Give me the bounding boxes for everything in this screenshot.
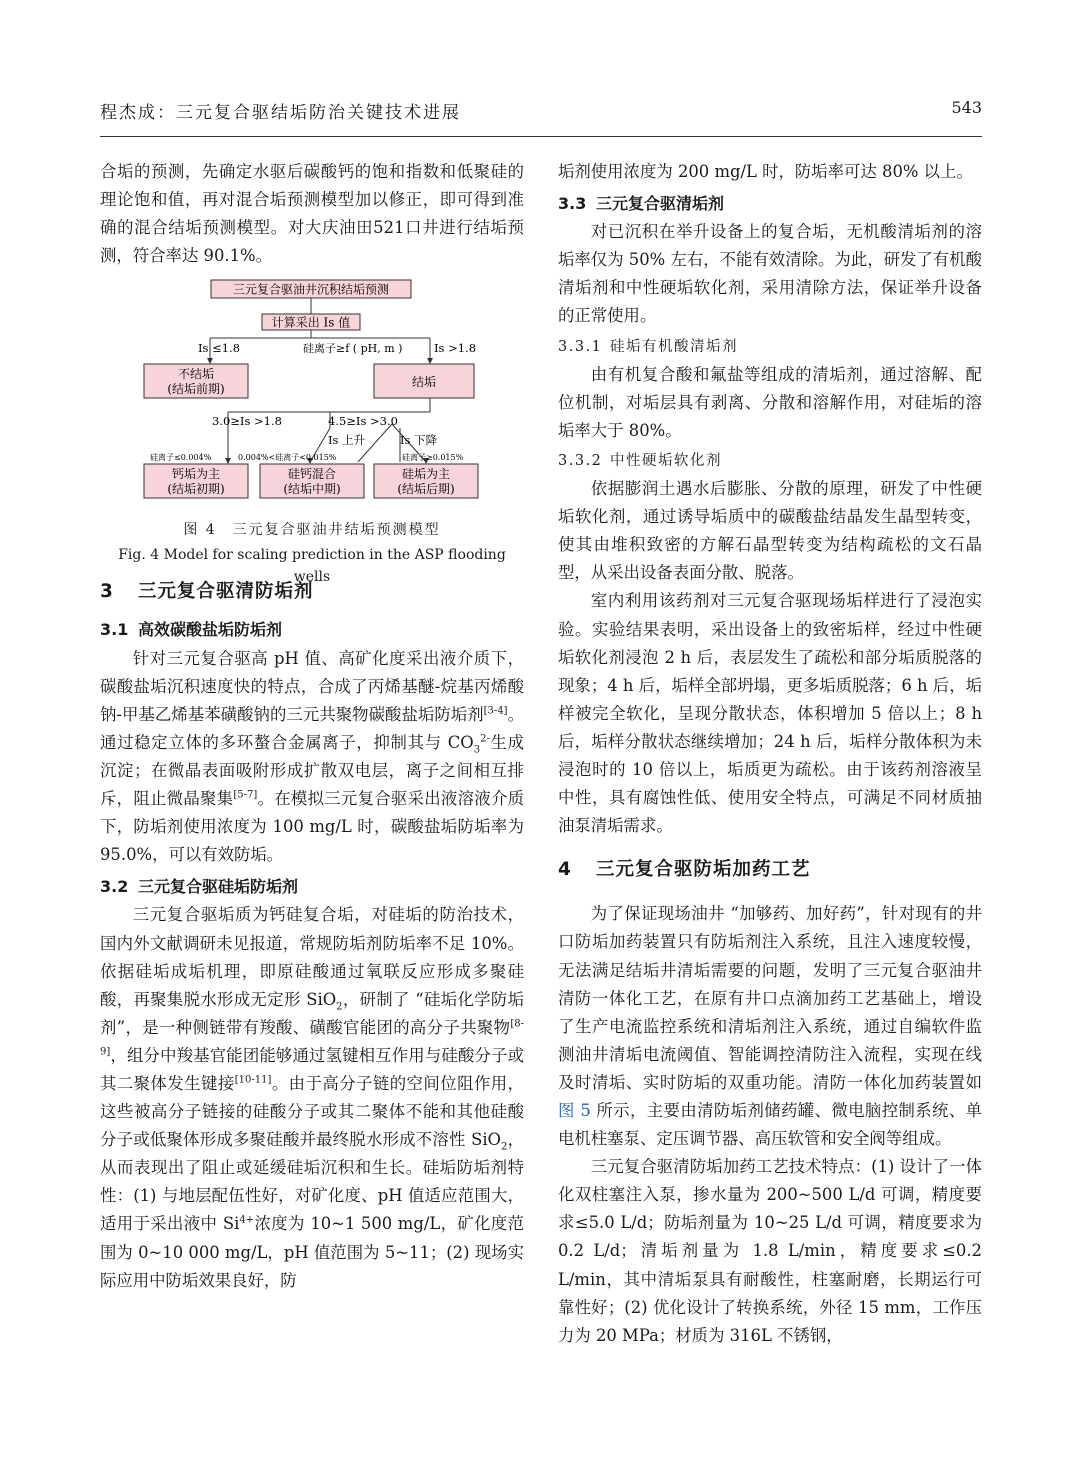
subsection-title: 硅垢有机酸清垢剂: [610, 338, 738, 355]
figure-5-link[interactable]: 图 5: [558, 1101, 591, 1120]
section-title: 三元复合驱清防垢剂: [138, 581, 314, 603]
section-number: 4: [558, 859, 572, 881]
subsection-number: 3.2: [100, 877, 129, 897]
subsection-3-3-1-heading: [558, 333, 982, 361]
mixed-label-1: 硅钙混合: [287, 467, 337, 482]
text-run: ，研制了 “硅垢化学防垢剂”，是一种侧链带有羧酸、磺酸官能团的高分子共聚物: [100, 989, 525, 1037]
right-column: [558, 158, 982, 1350]
subsection-number: 3.3.1: [558, 338, 603, 355]
silicon-label-1: 硅垢为主: [401, 467, 451, 482]
subscript: 2: [336, 1000, 343, 1012]
paragraph-intro: 合垢的预测，先确定水驱后碳酸钙的饱和指数和低聚硅的理论饱和值，再对混合垢预测模型加以修正，即可得到准确的混合结垢预测模型。对大庆油田521口井进行结垢预测，符合率达 90.1%。: [100, 162, 524, 266]
branch-left-label: Is ≤1.8: [198, 341, 241, 356]
page-number: 543: [951, 98, 982, 117]
silicon-label-2: (结垢后期): [397, 482, 455, 497]
calcium-label-1: 钙垢为主: [171, 467, 221, 482]
text-run: 针对三元复合驱高 pH 值、高矿化度采出液介质下，碳酸盐垢沉积速度快的特点，合成了丙烯基醚-烷基丙烯酸钠-甲基乙烯基苯磺酸钠的三元共聚物碳酸盐垢防垢剂: [100, 648, 524, 724]
subsection-number: 3.3.2: [558, 452, 603, 469]
paragraph-3-1: [100, 645, 524, 870]
branch-mid-label: 硅离子≥f ( pH, m ): [303, 342, 403, 356]
subsection-title: 高效碳酸盐垢防垢剂: [138, 620, 283, 640]
flowchart-diagram: [100, 278, 524, 518]
text-run: ，从而表现出了阻止或延缓硅垢沉积和生长。硅垢防垢剂特性：(1) 与地层配伍性好，对矿化度、pH 值适应范围大，适用于采出液中 Si: [100, 1130, 524, 1234]
figure-caption-zh: 图 4 三元复合驱油井结垢预测模型: [183, 522, 441, 539]
fall-label: Is 下降: [400, 433, 438, 448]
figure-4: [100, 278, 524, 586]
range-right-label: 4.5≥Is >3.0: [328, 414, 398, 429]
subsection-3-2-heading: [100, 873, 524, 901]
section-4-heading: [558, 856, 982, 884]
left-column: [100, 158, 524, 1295]
paragraph-4-b: 三元复合驱清防垢加药工艺技术特点：(1) 设计了一体化双柱塞注入泵，掺水量为 200~500 L/d 可调，精度要求≤5.0 L/d；防垢剂量为 10~25 L/d 可调，精度要求为 0.2 L/d；清垢剂量为 1.8 L/min，精度要求≤0.2 L/min，其中清垢泵具有耐酸性，柱塞耐磨，长期运行可靠性好；(2) 优化设计了转换系统，外径 15 mm，工作压力为 20 MPa；材质为 316L 不锈钢，: [558, 1157, 982, 1345]
si-low-label: 硅离子≤0.004%: [150, 453, 212, 463]
paragraph-3-3-1: 由有机复合酸和氟盐等组成的清垢剂，通过溶解、配位机制，对垢层具有剥离、分散和溶解作用，对硅垢的溶垢率大于 80%。: [558, 364, 982, 440]
subsection-number: 3.3: [558, 194, 587, 214]
superscript: 4+: [239, 1214, 255, 1226]
paragraph-4-a: [558, 900, 982, 1153]
text-run: 。在模拟三元复合驱采出液溶液介质下，防垢剂使用浓度为 100 mg/L 时，碳酸盐垢防垢率为 95.0%，可以有效防垢。: [100, 789, 525, 865]
text-run: 为了保证现场油井 “加够药、加好药”，针对现有的井口防垢加药装置只有防垢剂注入系统，且注入速度较慢，无法满足结垢井清垢需要的问题，发明了三元复合驱油井清防一体化工艺，在原有井口点滴加药工艺基础上，增设了生产电流监控系统和清垢剂注入系统，通过自编软件监测油井清垢电流阈值、智能调控清防注入流程，实现在线及时清垢、实时防垢的双重功能。清防一体化加药装置如: [558, 904, 982, 1092]
text-run: 三元复合驱垢质为钙硅复合垢，对硅垢的防治技术，国内外文献调研未见报道，常规防垢剂防垢率不足 10%。依据硅垢成垢机理，即原硅酸通过氧联反应形成多聚硅酸，再聚集脱水形成无定形 SiO: [100, 905, 524, 1009]
text-run: 浓度为 10~1 500 mg/L，矿化度范围为 0~10 000 mg/L，pH 值范围为 5~11；(2) 现场实际应用中防垢效果良好，防: [100, 1214, 525, 1290]
section-number: 3: [100, 581, 114, 603]
no-scale-label-1: 不结垢: [177, 367, 215, 382]
si-mid-label: 0.004%<硅离子<0.015%: [238, 453, 337, 463]
subscript: 2: [501, 1141, 508, 1153]
superscript: 2-: [480, 733, 490, 745]
paragraph-3-3: 对已沉积在举升设备上的复合垢，无机酸清垢剂的溶垢率仅为 50% 左右，不能有效清除。为此，研发了有机酸清垢剂和中性硬垢软化剂，采用清除方法，保证举升设备的正常使用。: [558, 222, 982, 326]
running-title: 程杰成：三元复合驱结垢防治关键技术进展: [100, 103, 461, 123]
citation: [10-11]: [234, 1074, 272, 1086]
mixed-label-2: (结垢中期): [283, 482, 341, 497]
top-box-label: 三元复合驱油井沉积结垢预测: [232, 282, 390, 297]
citation: [5-7]: [233, 789, 258, 801]
citation: [3-4]: [483, 705, 508, 717]
subsection-title: 三元复合驱硅垢防垢剂: [138, 877, 299, 897]
paragraph-3-2: [100, 901, 524, 1294]
si-high-label: 硅离子≥0.015%: [402, 453, 464, 463]
text-run: 。由于高分子链的空间位阻作用，这些被高分子链接的硅酸分子或其二聚体不能和其他硅酸分子或低聚体形成多聚硅酸并最终脱水形成不溶性 SiO: [100, 1073, 524, 1150]
citation: [8-9]: [100, 1018, 524, 1058]
subsection-title: 三元复合驱清垢剂: [596, 194, 725, 214]
range-left-label: 3.0≥Is >1.8: [212, 414, 282, 429]
calcium-label-2: (结垢初期): [167, 482, 225, 497]
text-run: 。通过稳定立体的多环螯合金属离子，抑制其与 CO: [100, 704, 524, 752]
paragraph-3-3-2-a: 依据膨润土遇水后膨胀、分散的原理，研发了中性硬垢软化剂，通过诱导垢质中的碳酸盐结晶发生晶型转变，使其由堆积致密的方解石晶型转变为结构疏松的文石晶型，从采出设备表面分散、脱落。: [558, 479, 982, 583]
subscript: 3: [473, 744, 481, 756]
text-run: ，组分中羧基官能团能够通过氢键相互作用与硅酸分子或其二聚体发生键接: [100, 1045, 524, 1093]
paragraph-continued: 垢剂使用浓度为 200 mg/L 时，防垢率可达 80% 以上。: [558, 162, 973, 181]
subsection-number: 3.1: [100, 620, 129, 640]
subsection-3-3-2-heading: [558, 447, 982, 475]
calc-box-label: 计算采出 Is 值: [271, 315, 351, 330]
rise-label: Is 上升: [328, 433, 366, 448]
subsection-3-3-heading: [558, 190, 982, 218]
header-rule: [100, 136, 982, 137]
section-title: 三元复合驱防垢加药工艺: [596, 859, 811, 881]
running-header: [100, 94, 982, 132]
subsection-title: 中性硬垢软化剂: [610, 452, 722, 469]
no-scale-label-2: (结垢前期): [167, 382, 225, 397]
text-run: 所示，主要由清防垢剂储药罐、微电脑控制系统、单电机柱塞泵、定压调节器、高压软管和安全阀等组成。: [558, 1101, 982, 1149]
figure-caption-en: Fig. 4 Model for scaling prediction in the ASP flooding wells: [118, 547, 506, 586]
text-run: 生成沉淀；在微晶表面吸附形成扩散双电层，离子之间相互排斥，阻止微晶聚集: [100, 732, 525, 809]
branch-right-label: Is >1.8: [434, 341, 477, 356]
paragraph-3-3-2-b: 室内利用该药剂对三元复合驱现场垢样进行了浸泡实验。实验结果表明，采出设备上的致密垢样，经过中性硬垢软化剂浸泡 2 h 后，表层发生了疏松和部分垢质脱落的现象；4 h 后，垢样全部坍塌，更多垢质脱落；6 h 后，垢样被完全软化，呈现分散状态，体积增加 5 倍以上；8 h 后，垢样分散状态继续增加；24 h 后，垢样分散体积为未浸泡时的 10 倍以上，垢质更为疏松。由于该药剂溶液呈中性，具有腐蚀性低、使用安全特点，可满足不同材质抽油泵清垢需求。: [558, 591, 982, 836]
scale-label: 结垢: [411, 375, 437, 390]
subsection-3-1-heading: [100, 616, 524, 644]
